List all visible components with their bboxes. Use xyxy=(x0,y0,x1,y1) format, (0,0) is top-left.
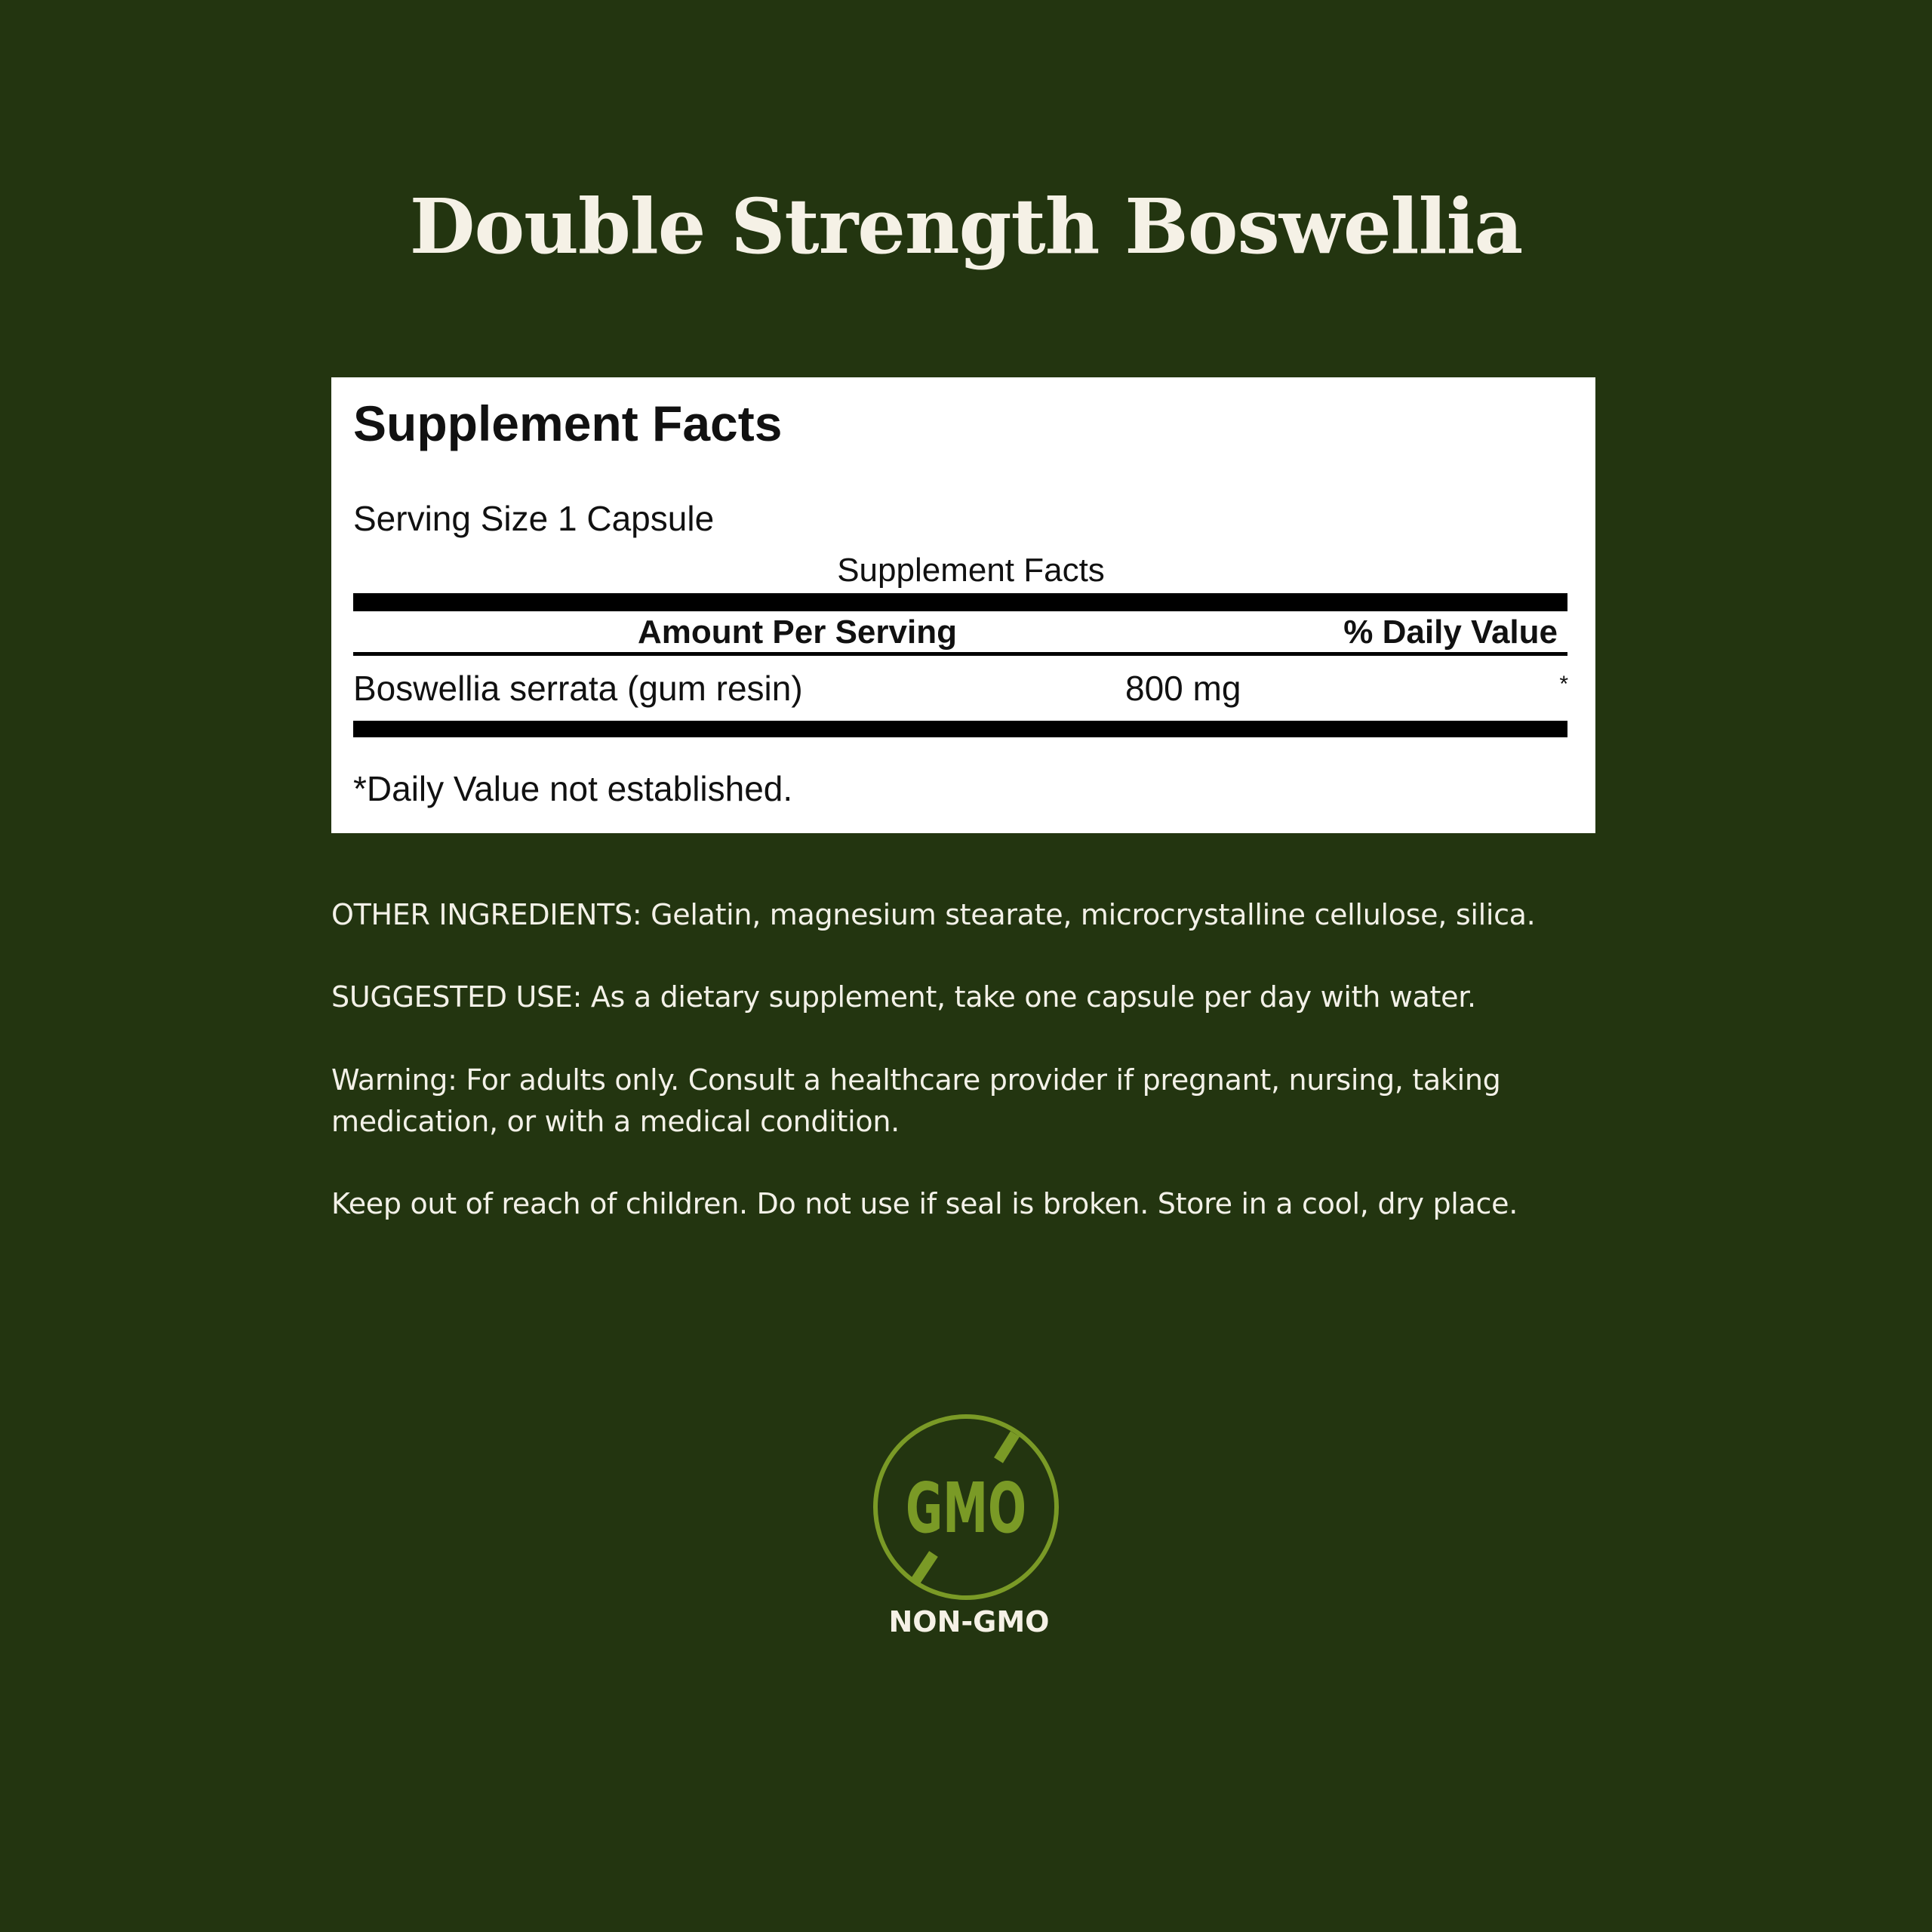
daily-value-footnote: *Daily Value not established. xyxy=(353,769,793,808)
thin-divider xyxy=(353,652,1567,656)
storage-text: Keep out of reach of children. Do not use if seal is broken. Store in a cool, dry place. xyxy=(331,1187,1518,1220)
warning-text: Warning: For adults only. Consult a healthcare provider if pregnant, nursing, taking medication, or with a medical condition. xyxy=(331,1063,1501,1138)
thick-divider-bottom xyxy=(353,721,1567,737)
facts-caption: Supplement Facts xyxy=(837,552,1105,589)
serving-size: Serving Size 1 Capsule xyxy=(353,499,715,538)
other-ingredients-text: OTHER INGREDIENTS: Gelatin, magnesium stearate, microcrystalline cellulose, silica. xyxy=(331,898,1536,931)
non-gmo-icon xyxy=(872,1413,1060,1601)
column-header-daily-value: % Daily Value xyxy=(1343,614,1558,651)
supplement-facts-panel xyxy=(331,377,1595,833)
ingredient-amount: 800 mg xyxy=(1125,669,1241,708)
non-gmo-badge-graphic xyxy=(872,1413,1060,1601)
facts-heading: Supplement Facts xyxy=(353,395,783,451)
thick-divider-top xyxy=(353,593,1567,611)
ingredient-name: Boswellia serrata (gum resin) xyxy=(353,669,803,708)
ingredient-daily-value: * xyxy=(1559,672,1568,697)
suggested-use-text: SUGGESTED USE: As a dietary supplement, take one capsule per day with water. xyxy=(331,980,1476,1014)
page-title: Double Strength Boswellia xyxy=(409,182,1523,271)
column-header-amount: Amount Per Serving xyxy=(638,614,957,651)
badge-gmo-text: GMO xyxy=(906,1468,1026,1549)
badge-label: NON-GMO xyxy=(888,1605,1050,1638)
